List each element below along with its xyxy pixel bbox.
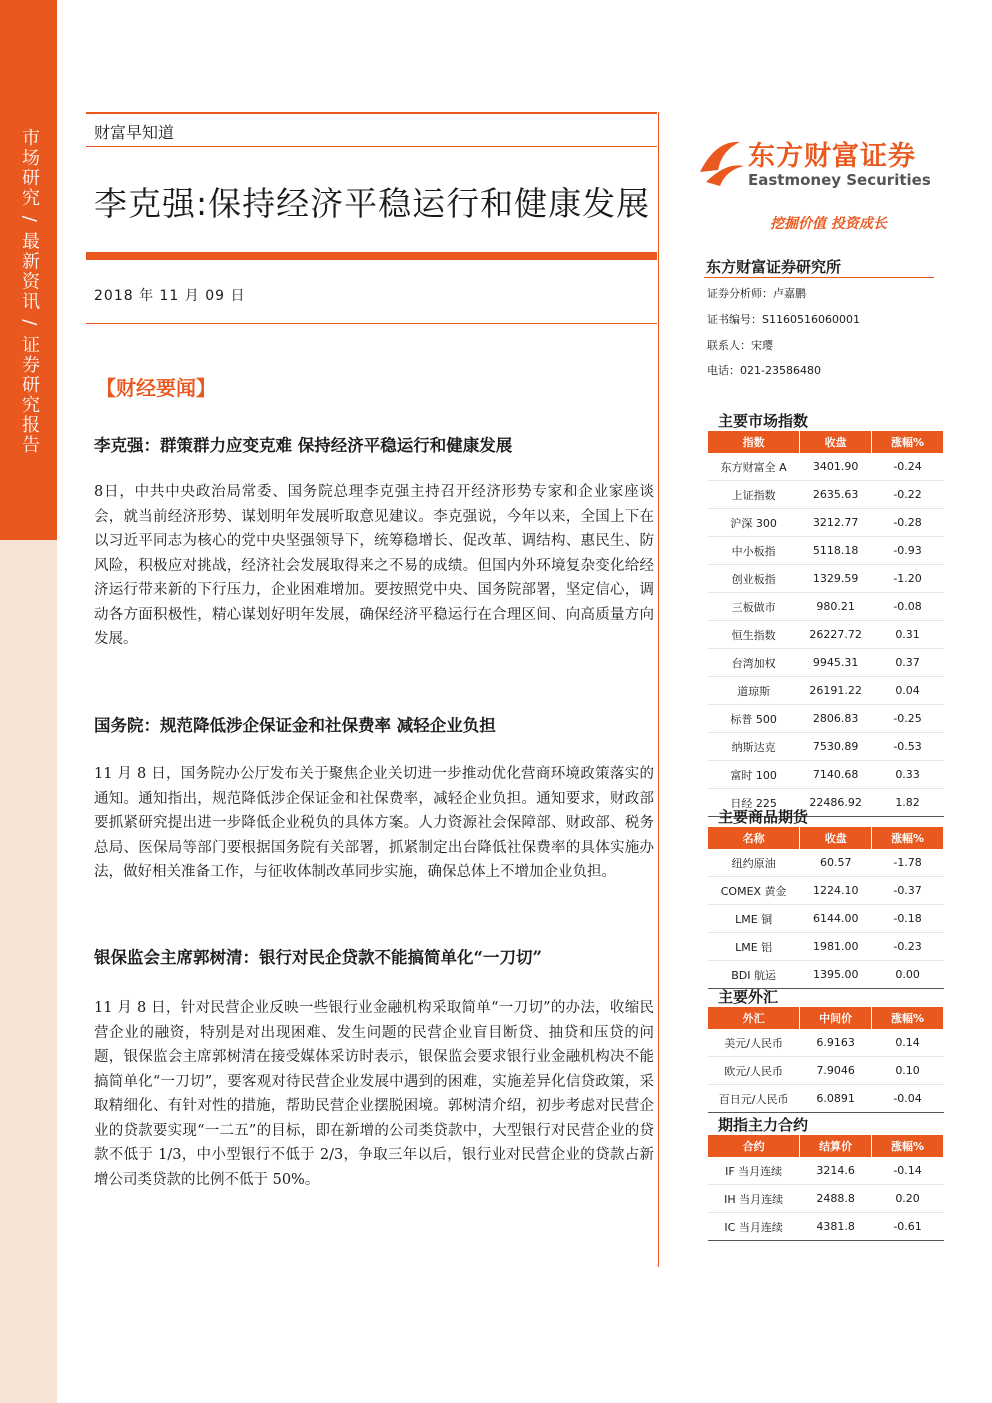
table-row (708, 761, 944, 789)
cell: 6.0891 (800, 1085, 872, 1113)
brand-slogan: 挖掘价值 投资成长 (770, 216, 887, 232)
cell: 0.14 (872, 1029, 944, 1057)
table-row (708, 961, 944, 989)
cell: 0.33 (872, 761, 944, 789)
col-header: 名称 (708, 827, 800, 849)
cell: LME 铜 (708, 905, 800, 933)
news-headline: 银保监会主席郭树清：银行对民企贷款不能搞简单化“一刀切” (94, 948, 542, 967)
col-header: 中间价 (800, 1007, 872, 1029)
cell: COMEX 黄金 (708, 877, 800, 905)
table-row (708, 849, 944, 877)
cell: 恒生指数 (708, 621, 800, 649)
cell: -0.22 (872, 481, 944, 509)
cell: -0.24 (872, 453, 944, 481)
cell: 纽约原油 (708, 849, 800, 877)
news-body: 11 月 8 日，国务院办公厅发布关于聚焦企业关切进一步推动优化营商环境政策落实的通知。通知指出，规范降低涉企保证金和社保费率，减轻企业负担。通知要求，财政部要抓紧研究提出进一步降低企业税负的具体方案。人力资源社会保障部、财政部、税务总局、医保局等部门要根据国务院有关部署，抓紧制定出台降低社保费率的具体实施办法，做好相关准备工作，与征收体制改革同步实施，确保总体上不增加企业负担。 (94, 766, 654, 880)
date-rule (86, 323, 657, 324)
col-header: 涨幅% (872, 1007, 944, 1029)
cell: -0.28 (872, 509, 944, 537)
cell: 7140.68 (800, 761, 872, 789)
cell: 1.82 (872, 789, 944, 817)
cell: 1329.59 (800, 565, 872, 593)
cell: 3401.90 (800, 453, 872, 481)
cell: 中小板指 (708, 537, 800, 565)
cell: 60.57 (800, 849, 872, 877)
cell: -0.23 (872, 933, 944, 961)
cell: LME 铝 (708, 933, 800, 961)
cell: -0.37 (872, 877, 944, 905)
cell: 道琼斯 (708, 677, 800, 705)
cell: 0.37 (872, 649, 944, 677)
news-body: 8日，中共中央政治局常委、国务院总理李克强主持召开经济形势专家和企业家座谈会，就当前经济形势、谋划明年发展听取意见建议。李克强说，今年以来，全国上下在以习近平同志为核心的党中央坚强领导下，统筹稳增长、促改革、调结构、惠民生、防风险，积极应对挑战，经济社会发展取得来之不易的成绩。但国内外环境复杂变化给经济运行带来新的下行压力，企业困难增加。要按照党中央、国务院部署，坚定信心，调动各方面积极性，精心谋划好明年发展，确保经济平稳运行在合理区间、向高质量方向发展。 (94, 484, 654, 647)
page-title: 李克强:保持经济平稳运行和健康发展 (94, 184, 651, 223)
table-row (708, 1057, 944, 1085)
news-headline: 李克强：群策群力应变克难 保持经济平稳运行和健康发展 (94, 436, 513, 455)
table-row (708, 1185, 944, 1213)
cell: 0.00 (872, 961, 944, 989)
index-futures-table (708, 1135, 944, 1241)
table-title: 主要市场指数 (718, 412, 809, 430)
cell: -0.14 (872, 1157, 944, 1185)
col-header: 指数 (708, 431, 800, 453)
institute-name: 东方财富证券研究所 (706, 258, 842, 276)
cell: 0.04 (872, 677, 944, 705)
cell: 创业板指 (708, 565, 800, 593)
cell: -0.53 (872, 733, 944, 761)
cell: 26227.72 (800, 621, 872, 649)
cell: 2488.8 (800, 1185, 872, 1213)
col-header: 收盘 (800, 827, 872, 849)
cell: 22486.92 (800, 789, 872, 817)
table-row (708, 453, 944, 481)
cell: 26191.22 (800, 677, 872, 705)
cell: 日经 225 (708, 789, 800, 817)
contact-phone: 电话：021-23586480 (707, 364, 821, 377)
table-row (708, 1213, 944, 1241)
cell: 富时 100 (708, 761, 800, 789)
brand-name-en: Eastmoney Securities (748, 171, 931, 189)
cell: 纳斯达克 (708, 733, 800, 761)
news-body: 11 月 8 日，针对民营企业反映一些银行业金融机构采取简单“一刀切”的办法，收缩民营企业的融资，特别是对出现困难、发生问题的民营企业盲目断贷、抽贷和压贷的问题，银保监会主席郭树清在接受媒体采访时表示，银保监会要求银行业金融机构决不能搞简单化“一刀切”，要客观对待民营企业发展中遇到的困难，实施差异化信贷政策，采取精细化、有针对性的措施，帮助民营企业摆脱困境。郭树清介绍，初步考虑对民营企业的贷款要实现“一二五”的目标，即在新增的公司类贷款中，大型银行对民营企业的贷款不低于 1/3，中小型银行不低于 2/3，争取三年以后，银行业对民营企业的贷款占新增公司类贷款的比例不低于 50%。 (94, 1000, 654, 1188)
cell: -0.08 (872, 593, 944, 621)
cell: 三板做市 (708, 593, 800, 621)
cell: -0.25 (872, 705, 944, 733)
commodity-table (708, 827, 944, 989)
cell: 0.20 (872, 1185, 944, 1213)
table-row (708, 705, 944, 733)
cell: 0.10 (872, 1057, 944, 1085)
market-index-table (708, 431, 944, 817)
cell: 6.9163 (800, 1029, 872, 1057)
col-header: 外汇 (708, 1007, 800, 1029)
contact-name: 联系人：宋璎 (707, 339, 773, 352)
cell: -0.61 (872, 1213, 944, 1241)
table-row (708, 621, 944, 649)
institute-rule (704, 277, 934, 278)
cell: 上证指数 (708, 481, 800, 509)
cell: 980.21 (800, 593, 872, 621)
cell: 美元/人民币 (708, 1029, 800, 1057)
col-header: 结算价 (800, 1135, 872, 1157)
cell: BDI 航运 (708, 961, 800, 989)
cell: IH 当月连续 (708, 1185, 800, 1213)
table-row (708, 677, 944, 705)
cell: 1224.10 (800, 877, 872, 905)
cell: -1.78 (872, 849, 944, 877)
series-rule (86, 146, 657, 147)
brand-name: 东方财富证券 (748, 141, 916, 172)
table-row (708, 481, 944, 509)
table-title: 主要外汇 (718, 988, 779, 1006)
table-row (708, 1085, 944, 1113)
cell: 东方财富全 A (708, 453, 800, 481)
column-divider (658, 112, 659, 1267)
cell: -0.18 (872, 905, 944, 933)
cell: IF 当月连续 (708, 1157, 800, 1185)
cell: 9945.31 (800, 649, 872, 677)
col-header: 涨幅% (872, 827, 944, 849)
table-row (708, 593, 944, 621)
sidebar-text: 市场研究 / 最新资讯 / 证券研究报告 (19, 128, 40, 456)
cell: -0.04 (872, 1085, 944, 1113)
table-row (708, 509, 944, 537)
title-bar (86, 252, 657, 260)
table-row (708, 649, 944, 677)
cell: 3212.77 (800, 509, 872, 537)
table-row (708, 1157, 944, 1185)
table-title: 主要商品期货 (718, 808, 809, 826)
cell: 欧元/人民币 (708, 1057, 800, 1085)
cell: 4381.8 (800, 1213, 872, 1241)
cell: 3214.6 (800, 1157, 872, 1185)
cell: 7530.89 (800, 733, 872, 761)
cell: 百日元/人民币 (708, 1085, 800, 1113)
top-rule (86, 112, 657, 114)
cell: 台湾加权 (708, 649, 800, 677)
table-row (708, 537, 944, 565)
cell: 2635.63 (800, 481, 872, 509)
series-name: 财富早知道 (94, 123, 175, 142)
cell: IC 当月连续 (708, 1213, 800, 1241)
table-row (708, 733, 944, 761)
col-header: 合约 (708, 1135, 800, 1157)
analyst-cert: 证书编号：S1160516060001 (707, 313, 860, 326)
cell: 1395.00 (800, 961, 872, 989)
cell: 1981.00 (800, 933, 872, 961)
table-row (708, 1029, 944, 1057)
cell: 沪深 300 (708, 509, 800, 537)
cell: 0.31 (872, 621, 944, 649)
col-header: 涨幅% (872, 1135, 944, 1157)
cell: 标普 500 (708, 705, 800, 733)
section-title: 【财经要闻】 (96, 376, 216, 400)
news-headline: 国务院：规范降低涉企保证金和社保费率 减轻企业负担 (94, 716, 496, 735)
report-date: 2018 年 11 月 09 日 (94, 288, 246, 304)
cell: -1.20 (872, 565, 944, 593)
cell: 7.9046 (800, 1057, 872, 1085)
col-header: 收盘 (800, 431, 872, 453)
table-row (708, 565, 944, 593)
table-row (708, 877, 944, 905)
table-row (708, 933, 944, 961)
cell: 5118.18 (800, 537, 872, 565)
cell: -0.93 (872, 537, 944, 565)
table-title: 期指主力合约 (718, 1116, 809, 1134)
analyst-name: 证券分析师：卢嘉鹏 (707, 287, 806, 300)
fx-table (708, 1007, 944, 1113)
table-row (708, 905, 944, 933)
cell: 6144.00 (800, 905, 872, 933)
col-header: 涨幅% (872, 431, 944, 453)
cell: 2806.83 (800, 705, 872, 733)
